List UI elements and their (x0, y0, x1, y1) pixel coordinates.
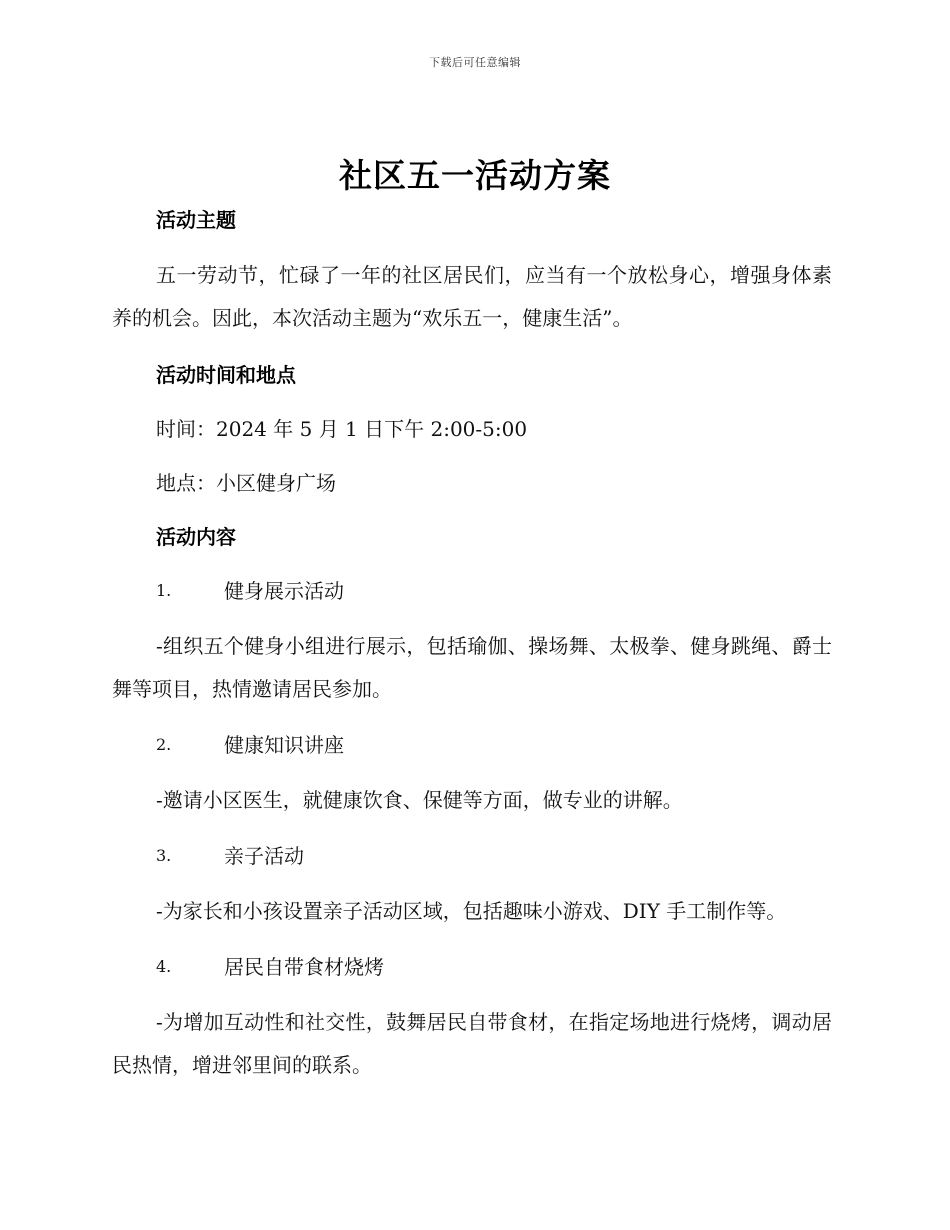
list-item (112, 571, 832, 611)
section-heading-theme: 活动主题 (156, 208, 236, 232)
list-item-description: -为家长和小孩设置亲子活动区域，包括趣味小游戏、DIY 手工制作等。 (156, 899, 787, 923)
list-item-title: 健康知识讲座 (224, 733, 344, 757)
list-item-description: -为增加互动性和社交性，鼓舞居民自带食材，在指定场地进行烧烤，调动居民热情，增进邻里间的联系。 (112, 1010, 832, 1077)
list-item-number: 1. (156, 581, 172, 600)
theme-paragraph: 五一劳动节，忙碌了一年的社区居民们，应当有一个放松身心，增强身体素养的机会。因此，本次活动主题为“欢乐五一，健康生活”。 (112, 263, 832, 330)
event-time: 时间：2024 年 5 月 1 日下午 2:00-5:00 (156, 417, 528, 441)
list-item-number: 3. (156, 846, 172, 865)
list-item-title: 亲子活动 (224, 844, 304, 868)
list-item-description: -组织五个健身小组进行展示，包括瑜伽、操场舞、太极拳、健身跳绳、爵士舞等项目，热情邀请居民参加。 (112, 634, 832, 701)
event-place: 地点：小区健身广场 (156, 471, 336, 495)
document-title: 社区五一活动方案 (339, 156, 611, 195)
list-item-number: 4. (156, 957, 172, 976)
page-header-note: 下载后可任意编辑 (429, 56, 521, 69)
list-item (112, 836, 832, 876)
list-item-description: -邀请小区医生，就健康饮食、保健等方面，做专业的讲解。 (156, 788, 683, 812)
list-item (112, 947, 832, 987)
document-body (112, 200, 832, 1087)
list-item-number: 2. (156, 735, 172, 754)
list-item-title: 健身展示活动 (224, 579, 344, 603)
list-item (112, 725, 832, 765)
section-heading-time-place: 活动时间和地点 (156, 363, 296, 387)
list-item-title: 居民自带食材烧烤 (224, 955, 384, 979)
section-heading-content: 活动内容 (156, 525, 236, 549)
